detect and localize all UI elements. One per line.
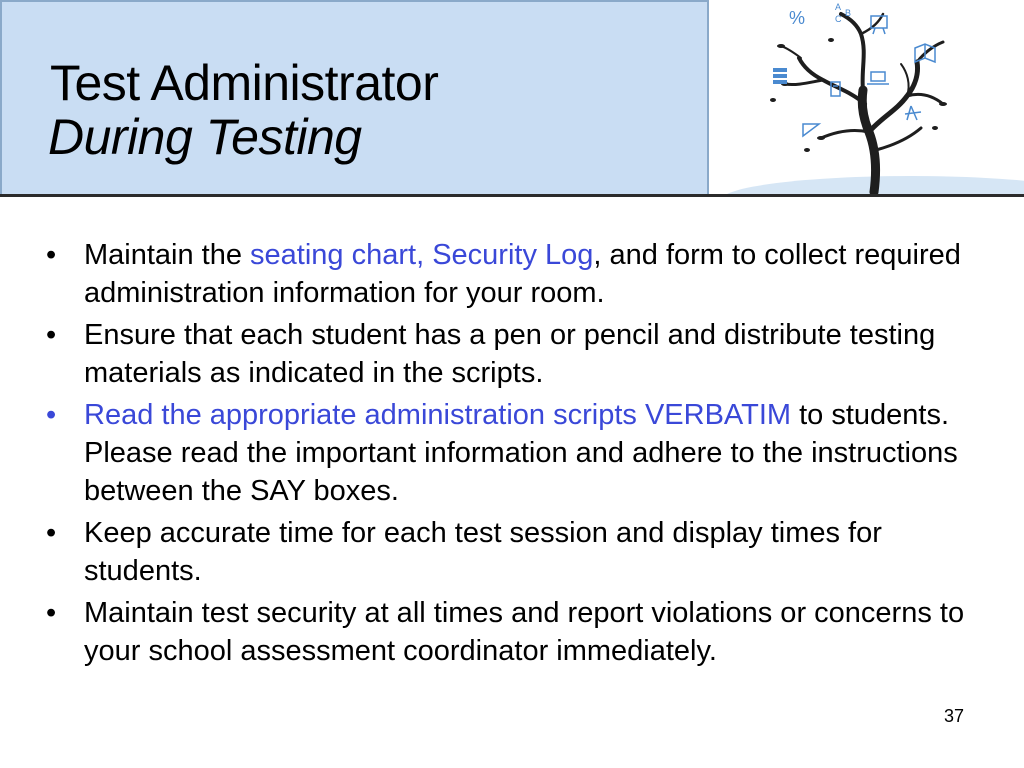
books-icon — [773, 68, 787, 84]
header-divider — [0, 194, 1024, 197]
bullet-1-text-pre: Maintain the — [84, 239, 251, 271]
bullet-1-highlight: seating chart, Security Log — [250, 239, 594, 271]
letter-c: C — [835, 14, 842, 24]
education-tree-illustration — [711, 0, 1024, 194]
percent-icon — [789, 8, 805, 28]
bullet-1-text-post: , and form to collect required administration information for your room. — [84, 239, 961, 309]
percent-label: % — [789, 8, 806, 28]
letter-b: B — [845, 8, 852, 18]
compass-icon — [905, 106, 921, 120]
bullet-list — [44, 236, 994, 674]
letter-a: A — [835, 2, 842, 12]
bullet-3-highlight: Read the appropriate administration scripts VERBATIM — [84, 399, 792, 431]
bullet-4-text: Keep accurate time for each test session and display times for students. — [84, 517, 882, 587]
slide-title: Test Administrator — [50, 55, 439, 111]
bullet-item-3 — [44, 396, 994, 510]
slide-subtitle: During Testing — [48, 109, 362, 165]
bullet-3-text-post: to students. Please read the important information and adhere to the instructions between the SAY boxes. — [84, 399, 958, 507]
laptop-icon — [867, 72, 889, 84]
bullet-dot: • — [46, 399, 57, 431]
bullet-2-text: Ensure that each student has a pen or pencil and distribute testing materials as indicated in the scripts. — [84, 319, 936, 389]
bullet-dot: • — [46, 597, 57, 629]
bullet-5-text: Maintain test security at all times and report violations or concerns to your school assessment coordinator immediately. — [84, 597, 965, 667]
bullet-item-4 — [44, 514, 994, 590]
page-number: 37 — [943, 706, 964, 726]
slide-header — [0, 0, 1024, 198]
bullet-dot: • — [46, 319, 57, 351]
bullet-item-1 — [44, 236, 994, 312]
bullet-dot: • — [46, 517, 57, 549]
bullet-dot: • — [46, 239, 57, 271]
tree-icon — [781, 14, 943, 192]
bullet-item-2 — [44, 316, 994, 392]
bullet-item-5 — [44, 594, 994, 670]
triangle-ruler-icon — [803, 124, 819, 136]
